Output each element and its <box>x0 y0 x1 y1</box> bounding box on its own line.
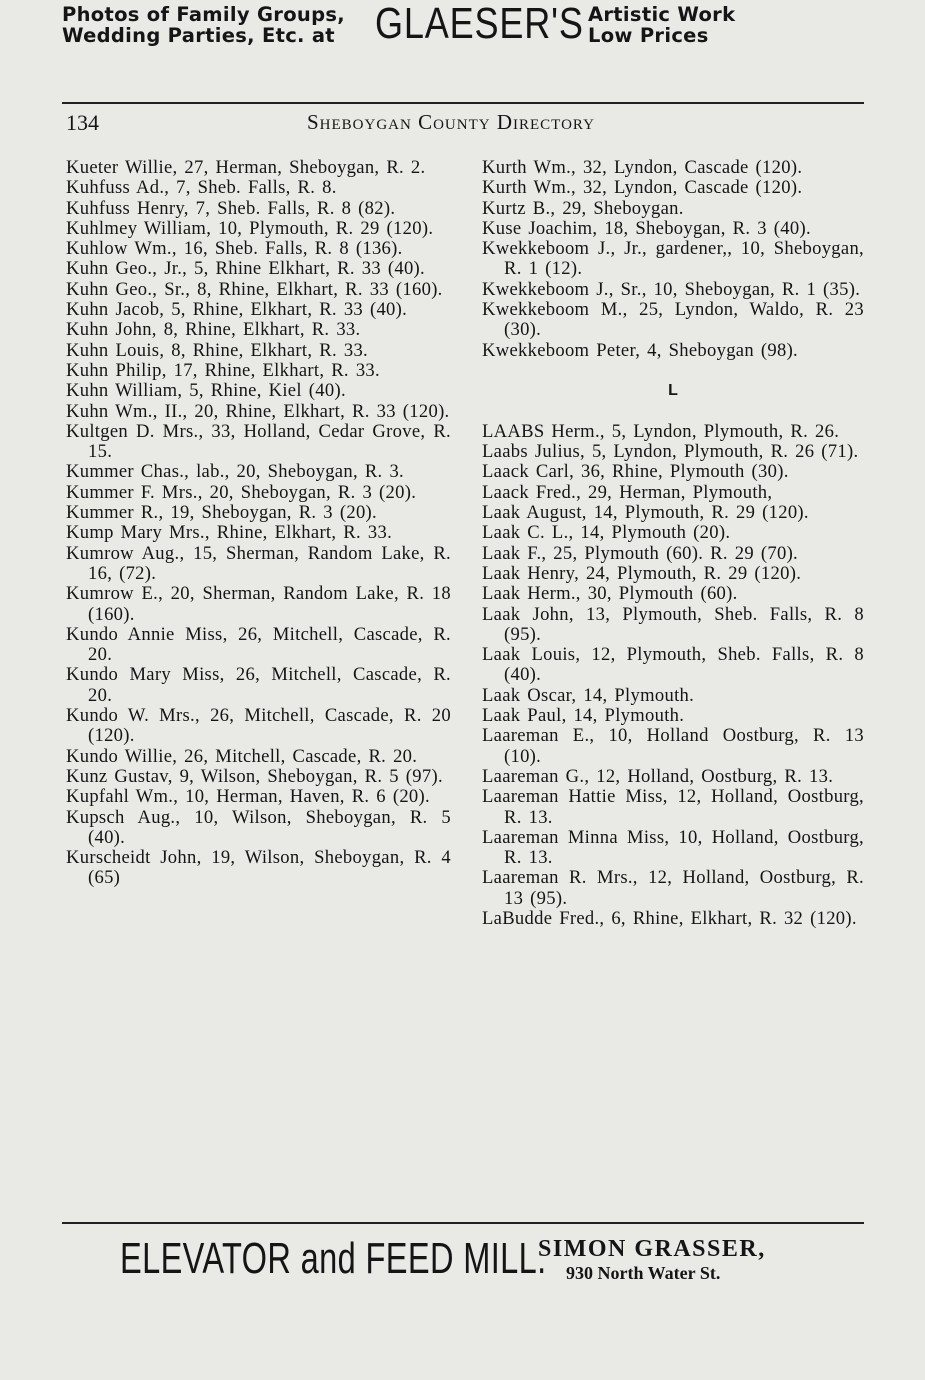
running-head: Sheboygan County Directory <box>307 110 595 134</box>
directory-entry: Kuhn William, 5, Rhine, Kiel (40). <box>66 380 346 402</box>
bottom-ad-left: ELEVATOR and FEED MILL. <box>120 1234 547 1283</box>
directory-entry: Kurtz B., 29, Sheboygan. <box>482 197 684 219</box>
directory-entry: Kunz Gustav, 9, Wilson, Sheboygan, R. 5 (97). <box>66 765 443 787</box>
bottom-ad-address: 930 North Water St. <box>566 1263 721 1283</box>
directory-entry: Laareman R. Mrs., 12, Holland, Oostburg, R. 13 (95). <box>482 867 864 909</box>
directory-entry: Laak August, 14, Plymouth, R. 29 (120). <box>482 502 809 524</box>
directory-entry: Laak Henry, 24, Plymouth, R. 29 (120). <box>482 562 802 584</box>
directory-entry: Kueter Willie, 27, Herman, Sheboygan, R. 2. <box>66 157 426 178</box>
directory-entry: Laabs Julius, 5, Lyndon, Plymouth, R. 26 (71). <box>482 441 859 463</box>
directory-entry: Kumrow E., 20, Sherman, Random Lake, R. 18 (160). <box>66 583 451 625</box>
directory-entry: Kuhfuss Henry, 7, Sheb. Falls, R. 8 (82). <box>66 197 396 219</box>
directory-entry: Laak Paul, 14, Plymouth. <box>482 705 685 727</box>
page-number: 134 <box>66 110 99 135</box>
directory-entry: Kurth Wm., 32, Lyndon, Cascade (120). <box>482 177 803 199</box>
directory-entry: Laak Louis, 12, Plymouth, Sheb. Falls, R. 8 (40). <box>482 644 864 686</box>
directory-entry: Laak F., 25, Plymouth (60). R. 29 (70). <box>482 542 799 564</box>
directory-entry: Kummer Chas., lab., 20, Sheboygan, R. 3. <box>66 461 404 483</box>
directory-entry: Kuhfuss Ad., 7, Sheb. Falls, R. 8. <box>66 177 337 199</box>
top-ad-right-line1: Artistic Work <box>588 3 736 26</box>
top-ad-left-line2: Wedding Parties, Etc. at <box>62 24 335 47</box>
directory-entry: Kultgen D. Mrs., 33, Holland, Cedar Grove, R. 15. <box>66 420 451 463</box>
directory-entry: Kumrow Aug., 15, Sherman, Random Lake, R. 16, (72). <box>66 542 451 584</box>
directory-entry: Kundo W. Mrs., 26, Mitchell, Cascade, R. 20 (120). <box>66 705 451 747</box>
directory-entry: Kwekkeboom J., Jr., gardener,, 10, Sheboygan, R. 1 (12). <box>482 238 864 280</box>
spacer <box>482 402 864 422</box>
top-ad-left-line1: Photos of Family Groups, <box>62 3 345 26</box>
directory-entry: Kump Mary Mrs., Rhine, Elkhart, R. 33. <box>66 522 393 544</box>
right-column <box>482 158 864 929</box>
directory-entry: Kuhn Philip, 17, Rhine, Elkhart, R. 33. <box>66 359 380 381</box>
directory-entry: Kwekkeboom J., Sr., 10, Sheboygan, R. 1 (35). <box>482 278 861 300</box>
directory-entry: Kuhn Wm., II., 20, Rhine, Elkhart, R. 33 (120). <box>66 400 450 422</box>
directory-entry: Laak John, 13, Plymouth, Sheb. Falls, R. 8 (95). <box>482 603 864 645</box>
directory-entry: Kupsch Aug., 10, Wilson, Sheboygan, R. 5 (40). <box>66 806 451 848</box>
directory-entry: Kuhn Louis, 8, Rhine, Elkhart, R. 33. <box>66 339 368 361</box>
top-rule <box>62 102 864 104</box>
directory-entry: Kuhn Geo., Jr., 5, Rhine Elkhart, R. 33 (40). <box>66 258 425 280</box>
directory-entry: Laak Oscar, 14, Plymouth. <box>482 684 695 706</box>
right-column-k-entries <box>482 158 864 361</box>
directory-entry: Kundo Annie Miss, 26, Mitchell, Cascade, R. 20. <box>66 623 451 666</box>
directory-entry: Kuhn John, 8, Rhine, Elkhart, R. 33. <box>66 319 361 341</box>
top-ad-brand: GLAESER'S <box>375 0 584 48</box>
directory-entry: Kuhlmey William, 10, Plymouth, R. 29 (120). <box>66 217 434 239</box>
spacer <box>482 361 864 381</box>
directory-entry: Laareman Minna Miss, 10, Holland, Oostburg, R. 13. <box>482 826 864 869</box>
directory-entry: Laareman E., 10, Holland Oostburg, R. 13 (10). <box>482 725 864 767</box>
top-ad-left <box>62 4 345 46</box>
directory-entry: Kummer R., 19, Sheboygan, R. 3 (20). <box>66 502 377 524</box>
directory-entry: Laak Herm., 30, Plymouth (60). <box>482 583 738 605</box>
directory-entry: Laareman Hattie Miss, 12, Holland, Oostburg, R. 13. <box>482 786 864 828</box>
bottom-rule <box>62 1222 864 1224</box>
directory-entry: Kuse Joachim, 18, Sheboygan, R. 3 (40). <box>482 217 811 239</box>
directory-entry: LaBudde Fred., 6, Rhine, Elkhart, R. 32 (120). <box>482 907 857 929</box>
directory-entry: Laack Carl, 36, Rhine, Plymouth (30). <box>482 461 789 483</box>
top-ad-right <box>588 4 735 46</box>
section-letter: L <box>668 382 678 400</box>
directory-entry: Kurth Wm., 32, Lyndon, Cascade (120). <box>482 157 803 178</box>
bottom-ad-name: SIMON GRASSER, <box>538 1236 766 1262</box>
directory-entry: Kuhn Jacob, 5, Rhine, Elkhart, R. 33 (40). <box>66 299 408 321</box>
directory-entry: Kuhn Geo., Sr., 8, Rhine, Elkhart, R. 33 (160). <box>66 278 443 300</box>
directory-entry: Kuhlow Wm., 16, Sheb. Falls, R. 8 (136). <box>66 238 403 260</box>
directory-entry: Kwekkeboom Peter, 4, Sheboygan (98). <box>482 339 799 361</box>
directory-entry: LAABS Herm., 5, Lyndon, Plymouth, R. 26. <box>482 420 840 442</box>
directory-entry: Kundo Mary Miss, 26, Mitchell, Cascade, R. 20. <box>66 664 451 706</box>
directory-entry: Laareman G., 12, Holland, Oostburg, R. 13. <box>482 765 834 787</box>
directory-entry: Laak C. L., 14, Plymouth (20). <box>482 522 731 544</box>
directory-entry: Kundo Willie, 26, Mitchell, Cascade, R. 20. <box>66 745 418 767</box>
right-column-l-entries <box>482 422 864 929</box>
directory-entry: Kurscheidt John, 19, Wilson, Sheboygan, R. 4 (65) <box>66 847 451 889</box>
directory-entry: Laack Fred., 29, Herman, Plymouth, <box>482 481 773 503</box>
directory-entry: Kummer F. Mrs., 20, Sheboygan, R. 3 (20). <box>66 481 417 503</box>
directory-entry: Kwekkeboom M., 25, Lyndon, Waldo, R. 23 (30). <box>482 299 864 341</box>
top-ad-right-line2: Low Prices <box>588 24 709 47</box>
directory-entry: Kupfahl Wm., 10, Herman, Haven, R. 6 (20). <box>66 786 430 808</box>
left-column <box>66 158 451 889</box>
